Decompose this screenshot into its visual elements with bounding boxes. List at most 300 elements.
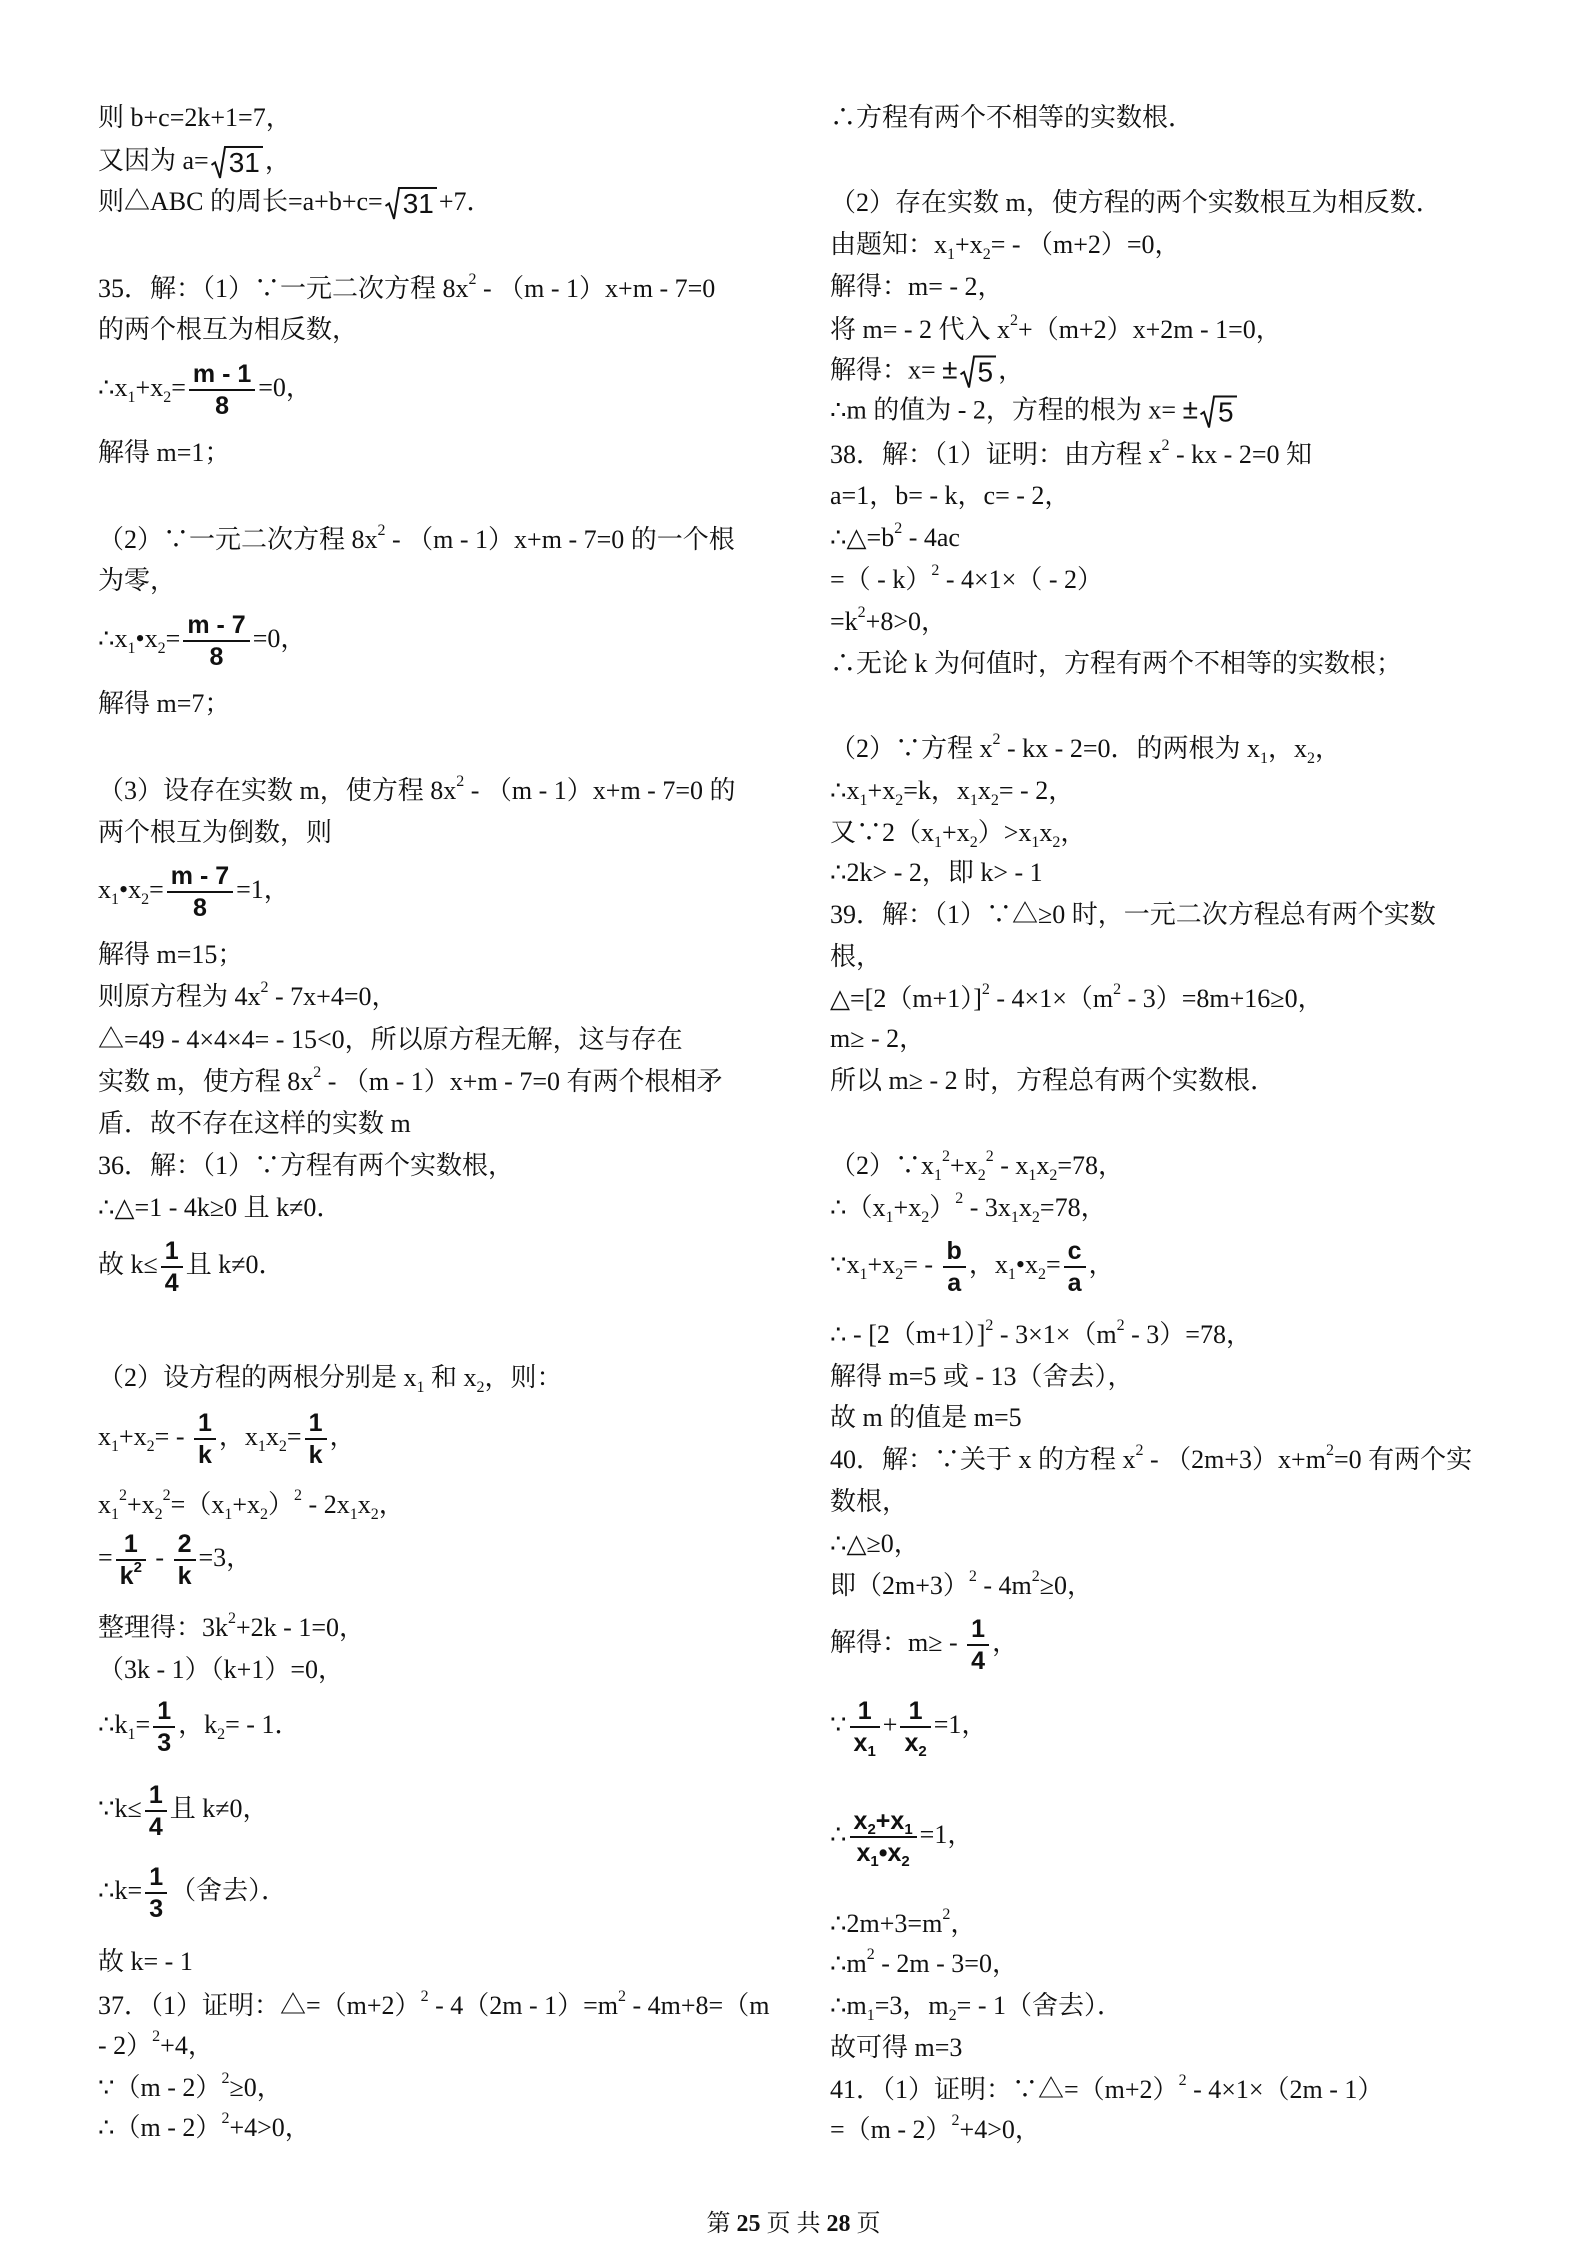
left-column-line — [98, 2071, 283, 2105]
text-run: 故 k= - 1 — [98, 1947, 193, 1976]
subscript: 2 — [163, 388, 172, 406]
right-column-line — [830, 647, 1402, 681]
text-run: 解得：m≥ - — [830, 1627, 965, 1657]
text-run: ） — [929, 1193, 956, 1222]
text-run: = - 2， — [998, 776, 1075, 805]
text-run: ∴2m+3=m — [830, 1909, 943, 1938]
fraction-numerator — [967, 1614, 989, 1644]
square-root — [211, 146, 263, 180]
text-run: +x — [955, 230, 983, 259]
superscript: 2 — [894, 520, 903, 538]
text-run: 41．（1）证明：∵△=（m+2） — [830, 2075, 1179, 2104]
subscript: 2 — [977, 1166, 986, 1184]
fraction-denominator — [145, 1894, 167, 1924]
footer-label-suffix: 页 — [856, 2211, 881, 2237]
superscript: 2 — [1135, 1442, 1144, 1460]
square-root — [1200, 396, 1237, 430]
fraction — [153, 1696, 175, 1758]
text-run: m≥ - 2， — [830, 1024, 926, 1053]
text-run: x — [853, 1729, 868, 1757]
text-run: =0， — [258, 372, 312, 402]
text-run: - x — [993, 1151, 1029, 1180]
text-run: 38．解：（1）证明：由方程 x — [830, 440, 1162, 469]
text-run: x — [856, 1839, 871, 1867]
text-run: = - — [903, 1249, 940, 1279]
left-column-line — [98, 1236, 284, 1298]
right-column-line — [830, 856, 1043, 890]
subscript: 2 — [867, 1821, 876, 1839]
text-run: 39．解：（1）∵△≥0 时，一元二次方程总有两个实数 — [830, 900, 1436, 929]
right-column-line — [830, 479, 1070, 513]
text-run: 且 k≠0． — [185, 1249, 285, 1279]
fraction-numerator — [153, 1696, 175, 1726]
fraction-denominator — [206, 642, 228, 672]
text-run: ∴k — [98, 1709, 128, 1739]
text-run: - — [148, 1542, 171, 1572]
text-run: 故 k≤ — [98, 1249, 158, 1279]
superscript: 2 — [981, 981, 990, 999]
right-column-line — [830, 1236, 1115, 1298]
text-run: ∴方程有两个不相等的实数根． — [830, 103, 1195, 132]
text-run: 解得 m=15； — [98, 940, 244, 969]
superscript: 2 — [420, 1988, 429, 2006]
subscript: 2 — [1031, 1208, 1040, 1226]
subscript: 2 — [990, 791, 999, 809]
text-run: a=1，b= - k，c= - 2， — [830, 481, 1071, 510]
superscript: 2 — [1010, 312, 1019, 330]
text-run: （2）∵一元二次方程 8x — [98, 525, 378, 554]
text-run: ∴△=1 - 4k≥0 且 k≠0． — [98, 1193, 343, 1222]
text-run: ≥0， — [1039, 1571, 1094, 1600]
fraction — [1064, 1236, 1086, 1298]
text-run: - 4m+8=（m — [626, 1991, 770, 2020]
superscript: 2 — [133, 1559, 142, 1576]
superscript: 2 — [942, 1906, 951, 1924]
right-column-line — [830, 1318, 1252, 1352]
left-column-line — [98, 1107, 411, 1141]
superscript: 2 — [468, 271, 477, 289]
text-run: - （m - 1）x+m - 7=0 — [476, 274, 716, 303]
text-run: - kx - 2=0 知 — [1169, 440, 1312, 469]
left-column-line — [98, 1023, 683, 1057]
right-column-line — [830, 2031, 962, 2065]
text-run: x — [98, 1490, 111, 1519]
text-run: 1 — [308, 1409, 323, 1437]
subscript: 2 — [146, 1437, 155, 1455]
text-run: m - 1 — [192, 360, 252, 388]
subscript: 1 — [416, 1378, 425, 1396]
subscript: 1 — [885, 1208, 894, 1226]
right-column-line — [830, 270, 1004, 304]
text-run: - 3）=8m+16≥0， — [1121, 984, 1324, 1013]
left-column-line — [98, 1488, 405, 1522]
text-run: - 2） — [98, 2031, 153, 2060]
subscript: 2 — [476, 1378, 485, 1396]
text-run: 1 — [149, 1863, 164, 1891]
text-run: a — [947, 1269, 962, 1297]
text-run: = — [171, 372, 186, 402]
text-run: k — [198, 1441, 212, 1469]
text-run: +x — [875, 1807, 905, 1835]
left-column-line — [98, 101, 292, 135]
text-run: =k — [830, 607, 858, 636]
text-run: - （2m+3）x+m — [1143, 1445, 1326, 1474]
text-run: +x — [232, 1490, 261, 1519]
text-run: ∴m — [830, 1949, 867, 1978]
text-run: - 4ac — [902, 523, 960, 552]
text-run: 1 — [157, 1697, 172, 1725]
text-run: 又∵2（x — [830, 818, 935, 847]
text-run: 则△ABC 的周长=a+b+c= — [98, 186, 383, 216]
superscript: 2 — [228, 1610, 237, 1628]
text-run: 两个根互为倒数，则 — [98, 818, 333, 847]
radicand: 31 — [227, 146, 263, 178]
text-run: ，x — [968, 1249, 1008, 1279]
text-run: 1 — [148, 1781, 163, 1809]
fraction-numerator — [145, 1862, 167, 1892]
text-run: ，x — [1268, 734, 1308, 763]
text-run: - （m - 1）x+m - 7=0 的一个根 — [385, 525, 735, 554]
fraction-numerator — [167, 861, 233, 891]
subscript: 1 — [1028, 1166, 1037, 1184]
left-column-line — [98, 564, 176, 598]
text-run: - （m - 1）x+m - 7=0 的 — [464, 776, 736, 805]
fraction-denominator — [116, 1561, 146, 1591]
right-column-line — [830, 521, 960, 555]
subscript: 2 — [157, 639, 166, 657]
text-run: 35．解：（1）∵一元二次方程 8x — [98, 274, 469, 303]
text-run: ∴2k> - 2，即 k> - 1 — [830, 858, 1043, 887]
text-run: 4 — [164, 1269, 179, 1297]
text-run: ∴△≥0， — [830, 1529, 920, 1558]
subscript: 2 — [1049, 1166, 1058, 1184]
text-run: ， — [1060, 818, 1087, 847]
text-run: ）>x — [977, 818, 1032, 847]
left-column-line — [98, 1361, 563, 1395]
text-run: ∴（m - 2） — [98, 2113, 222, 2142]
subscript: 1 — [934, 1166, 943, 1184]
text-run: （2）∵x — [830, 1151, 935, 1180]
text-run: m - 7 — [170, 862, 230, 890]
text-run: +4， — [160, 2031, 214, 2060]
text-run: •x — [135, 623, 158, 653]
text-run: 1 — [198, 1409, 212, 1437]
left-column-line — [98, 1529, 252, 1591]
page-footer — [0, 2208, 1587, 2240]
superscript: 2 — [221, 2110, 230, 2128]
text-run: ， — [950, 1909, 977, 1938]
text-run: ， — [1315, 734, 1342, 763]
fraction-numerator — [1064, 1236, 1086, 1266]
text-run: x — [357, 1490, 371, 1519]
total-pages-number: 28 — [826, 2211, 851, 2237]
text-run: = — [165, 623, 181, 653]
subscript: 1 — [127, 388, 136, 406]
superscript: 2 — [985, 1317, 994, 1335]
text-run: =k，x — [903, 776, 970, 805]
text-run: +4>0， — [959, 2115, 1041, 2144]
left-column-line — [98, 1945, 193, 1979]
right-column-line — [830, 1989, 1123, 2023]
text-run: +7． — [438, 186, 493, 216]
text-run: - kx - 2=0．的两根为 x — [1000, 734, 1260, 763]
left-column-line — [98, 313, 358, 347]
left-column-line — [98, 1989, 769, 2023]
text-run: 1 — [857, 1697, 872, 1725]
fraction — [943, 1236, 966, 1298]
text-run: ∴△=b — [830, 523, 895, 552]
text-run: x — [904, 1729, 919, 1757]
text-run: = - 1（舍去）． — [956, 1991, 1123, 2020]
text-run: △=49 - 4×4×4= - 15<0，所以原方程无解，这与存在 — [98, 1025, 683, 1054]
fraction — [194, 1408, 216, 1470]
fraction-numerator — [305, 1408, 327, 1438]
superscript: 2 — [377, 522, 386, 540]
fraction-numerator — [174, 1529, 196, 1559]
right-column-line — [830, 1022, 925, 1056]
text-run: 为零， — [98, 566, 177, 595]
fraction-denominator — [145, 1812, 167, 1842]
right-column-line — [830, 1149, 1124, 1183]
subscript: 2 — [1052, 833, 1061, 851]
text-run: 整理得：3k — [98, 1613, 229, 1642]
right-column-line — [830, 1191, 1107, 1225]
subscript: 1 — [127, 1725, 136, 1743]
superscript: 2 — [951, 2112, 960, 2130]
subscript: 2 — [217, 1725, 226, 1743]
text-run: =1， — [919, 1819, 974, 1849]
left-column-line — [98, 523, 735, 557]
right-column-line — [830, 228, 1181, 262]
footer-label-middle: 页 共 — [766, 2211, 821, 2237]
text-run: ∴ — [830, 1819, 847, 1849]
fraction-numerator — [850, 1806, 917, 1839]
text-run: 的两个根互为相反数， — [98, 315, 359, 344]
text-run: - 7x+4=0， — [268, 982, 398, 1011]
math-symbol: ± — [942, 353, 958, 385]
superscript: 2 — [162, 1487, 171, 1505]
text-run: ， — [378, 1490, 405, 1519]
subscript: 2 — [278, 1437, 287, 1455]
right-column-line — [830, 605, 947, 639]
fraction-numerator — [905, 1696, 927, 1726]
text-run: - 2m - 3=0， — [874, 1949, 1018, 1978]
text-run: =（x — [170, 1490, 225, 1519]
text-run: - 4×1×（m — [989, 984, 1114, 1013]
square-root — [960, 356, 997, 390]
right-column-line — [830, 1401, 1022, 1435]
text-run: ，k — [178, 1709, 218, 1739]
subscript: 2 — [895, 791, 904, 809]
fraction — [850, 1696, 880, 1761]
text-run: x — [853, 1807, 868, 1835]
right-column-line — [830, 774, 1074, 808]
text-run: +2k - 1=0， — [236, 1613, 366, 1642]
radical-sign-icon — [960, 356, 976, 390]
text-run: ∴m — [830, 1991, 867, 2020]
superscript: 2 — [119, 1487, 127, 1505]
text-run: =（ - k） — [830, 565, 932, 594]
text-run: 故可得 m=3 — [830, 2033, 963, 2062]
text-run: =1， — [236, 874, 290, 904]
subscript: 1 — [870, 1853, 879, 1871]
fraction-denominator — [850, 1728, 880, 1761]
subscript: 1 — [947, 245, 956, 263]
text-run: 解得 m=7； — [98, 689, 231, 718]
subscript: 2 — [948, 2006, 957, 2024]
text-run: 1 — [123, 1530, 138, 1558]
right-column-line — [830, 1806, 974, 1871]
fraction-denominator — [852, 1838, 913, 1871]
text-run: = - — [154, 1421, 191, 1451]
subscript: 1 — [1260, 749, 1268, 767]
superscript: 2 — [1116, 1317, 1125, 1335]
fraction — [145, 1780, 167, 1842]
fraction — [850, 1806, 917, 1871]
radicand: 5 — [976, 356, 997, 388]
fraction — [174, 1529, 196, 1591]
text-run: ∴x — [98, 623, 128, 653]
subscript: 1 — [111, 1505, 119, 1523]
right-column-line — [830, 352, 1024, 389]
left-column-line — [98, 1191, 342, 1225]
text-run: 8 — [193, 894, 207, 922]
text-run: ） — [268, 1490, 295, 1519]
text-run: 3 — [157, 1729, 172, 1757]
text-run: ， — [264, 145, 291, 175]
text-run: ∵k≤ — [98, 1793, 142, 1823]
right-column-line — [830, 2073, 1383, 2107]
text-run: 又因为 a= — [98, 145, 209, 175]
right-column-line — [830, 1907, 976, 1941]
subscript: 1 — [257, 1437, 266, 1455]
text-run: ≥0， — [229, 2073, 283, 2102]
text-run: 故 m 的值是 m=5 — [830, 1403, 1022, 1432]
subscript: 1 — [1007, 1265, 1016, 1283]
text-run: - 4×1×（ - 2） — [939, 565, 1103, 594]
superscript: 2 — [221, 2070, 230, 2088]
subscript: 2 — [901, 1853, 910, 1871]
right-column-line — [830, 1947, 1018, 1981]
left-column-line — [98, 774, 735, 808]
text-run: 则原方程为 4x — [98, 982, 261, 1011]
subscript: 2 — [1307, 749, 1316, 767]
fraction-denominator — [900, 1728, 930, 1761]
text-run: +x — [950, 1151, 978, 1180]
text-run: （2）∵方程 x — [830, 734, 993, 763]
right-column-line — [830, 1569, 1093, 1603]
fraction-denominator — [153, 1728, 175, 1758]
left-column-line — [98, 861, 290, 923]
text-run: x — [98, 1421, 111, 1451]
text-run: 4 — [971, 1647, 986, 1675]
text-run: 37．（1）证明：△=（m+2） — [98, 1991, 421, 2020]
right-column-line — [830, 101, 1194, 135]
text-run: ∴x — [98, 372, 128, 402]
text-run: = — [98, 1542, 113, 1572]
radicand: 5 — [1216, 396, 1237, 428]
text-run: =3， — [198, 1542, 253, 1572]
text-run: +x — [127, 1490, 155, 1519]
text-run: a — [1067, 1269, 1082, 1297]
right-column-line — [830, 940, 882, 974]
text-run: +x — [867, 776, 896, 805]
text-run: - 3x — [963, 1193, 1011, 1222]
text-run: （3k - 1）（k+1）=0， — [98, 1655, 344, 1684]
text-run: k — [119, 1562, 134, 1590]
text-run: 1 — [164, 1237, 179, 1265]
superscript: 2 — [1031, 1568, 1040, 1586]
text-run: +x — [942, 818, 970, 847]
text-run: 40．解：∵关于 x 的方程 x — [830, 1445, 1136, 1474]
text-run: ∴无论 k 为何值时，方程有两个不相等的实数根； — [830, 649, 1403, 678]
text-run: =0 有两个实 — [1333, 1445, 1473, 1474]
fraction-numerator — [854, 1696, 876, 1726]
text-run: ，则： — [484, 1363, 563, 1392]
text-run: △=[2（m+1）] — [830, 984, 982, 1013]
right-column-line — [830, 898, 1436, 932]
fraction — [305, 1408, 327, 1470]
text-run: 3 — [149, 1895, 164, 1923]
text-run: 且 k≠0， — [169, 1793, 269, 1823]
fraction-denominator — [174, 1561, 196, 1591]
text-run: x — [1018, 1193, 1032, 1222]
text-run: 则 b+c=2k+1=7， — [98, 103, 292, 132]
fraction-numerator — [120, 1529, 142, 1559]
right-column-line — [830, 816, 1086, 850]
text-run: x — [265, 1421, 279, 1451]
superscript: 2 — [313, 1064, 322, 1082]
text-run: （舍去）． — [170, 1875, 288, 1905]
superscript: 2 — [992, 731, 1001, 749]
superscript: 2 — [1178, 2072, 1187, 2090]
right-column — [830, 0, 1530, 2245]
text-run: 由题知：x — [830, 230, 948, 259]
radical-sign-icon — [211, 146, 227, 180]
subscript: 1 — [859, 791, 868, 809]
text-run: x — [977, 776, 991, 805]
superscript: 2 — [1113, 981, 1122, 999]
left-column-line — [98, 436, 230, 470]
fraction-denominator — [943, 1268, 965, 1298]
subscript: 1 — [1031, 833, 1040, 851]
text-run: 即（2m+3） — [830, 1571, 969, 1600]
subscript: 1 — [127, 639, 136, 657]
text-run: = — [135, 1709, 151, 1739]
text-run: = — [286, 1421, 302, 1451]
text-run: m - 7 — [187, 611, 246, 639]
subscript: 2 — [1037, 1265, 1046, 1283]
subscript: 2 — [260, 1505, 269, 1523]
superscript: 2 — [866, 1946, 875, 1964]
text-run: 解得：x= — [830, 355, 943, 385]
right-column-line — [830, 1485, 908, 1519]
text-run: 36．解：（1）∵方程有两个实数根， — [98, 1151, 515, 1180]
text-run: =0， — [252, 623, 307, 653]
right-column-line — [830, 1443, 1472, 1477]
subscript: 1 — [867, 1743, 876, 1761]
fraction-denominator — [967, 1646, 989, 1676]
text-run: 和 x — [424, 1363, 477, 1392]
text-run: •x — [878, 1839, 902, 1867]
radical-sign-icon — [1200, 396, 1216, 430]
text-run: •x — [1015, 1249, 1038, 1279]
fraction — [116, 1529, 146, 1591]
text-run: - （m - 1）x+m - 7=0 有两个根相矛 — [321, 1067, 723, 1096]
fraction — [161, 1236, 183, 1298]
text-run: =78， — [1039, 1193, 1107, 1222]
text-run: +8>0， — [865, 607, 947, 636]
